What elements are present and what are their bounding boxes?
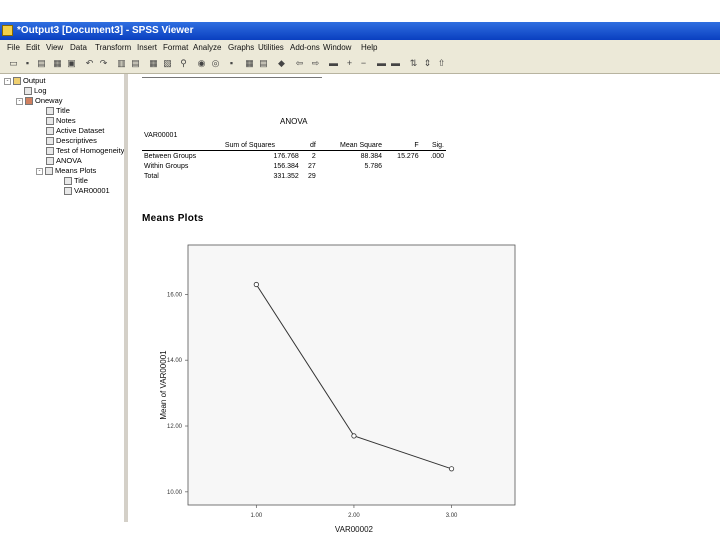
y-tick-label: 10.00 bbox=[166, 489, 182, 496]
outline-label: Descriptives bbox=[56, 136, 97, 145]
column-header: Sig. bbox=[421, 140, 446, 151]
show-icon[interactable]: − bbox=[360, 58, 367, 68]
promote-icon[interactable]: ⇦ bbox=[295, 58, 304, 68]
table-cell: 15.276 bbox=[397, 152, 419, 160]
insert-chart-icon[interactable]: ⇧ bbox=[437, 58, 446, 68]
table-cell: 5.786 bbox=[364, 162, 383, 170]
x-tick-label: 2.00 bbox=[348, 513, 360, 519]
folder-icon bbox=[45, 167, 53, 175]
menu-edit[interactable]: Edit bbox=[26, 43, 40, 52]
insert-icon[interactable]: ◉ bbox=[197, 58, 206, 68]
table-icon bbox=[46, 157, 54, 165]
y-tick-label: 12.00 bbox=[166, 424, 182, 431]
menu-add-ons[interactable]: Add-ons bbox=[290, 43, 320, 52]
outline-title[interactable] bbox=[46, 106, 70, 115]
menu-utilities[interactable]: Utilities bbox=[258, 43, 284, 52]
outline-homogeneity[interactable] bbox=[46, 146, 124, 155]
procedure-icon bbox=[25, 97, 33, 105]
means-plots-heading: Means Plots bbox=[142, 213, 204, 224]
outline-var00001-chart[interactable] bbox=[64, 186, 110, 195]
outline-anova[interactable] bbox=[46, 156, 82, 165]
insert-title-icon[interactable]: ⇅ bbox=[409, 58, 418, 68]
collapse-toggle-icon[interactable]: - bbox=[36, 168, 43, 175]
find-icon[interactable]: ⚲ bbox=[180, 58, 187, 68]
anova-title: ANOVA bbox=[280, 117, 308, 126]
outline-oneway[interactable] bbox=[16, 96, 63, 105]
menu-bar bbox=[0, 40, 720, 55]
print-icon[interactable]: ▤ bbox=[37, 58, 46, 68]
toolbar bbox=[0, 55, 720, 74]
collapse-toggle-icon[interactable]: - bbox=[16, 98, 23, 105]
menu-format[interactable]: Format bbox=[163, 43, 189, 52]
outline-label: Output bbox=[23, 76, 46, 85]
window-title: *Output3 [Document3] - SPSS Viewer bbox=[17, 25, 194, 36]
show-all-icon[interactable]: ▤ bbox=[259, 58, 268, 68]
x-axis-label: VAR00002 bbox=[334, 525, 373, 534]
y-tick-label: 14.00 bbox=[166, 358, 182, 365]
case-icon[interactable]: ▪ bbox=[229, 58, 234, 68]
column-header: Sum of Squares bbox=[223, 140, 301, 151]
table-cell: 88.384 bbox=[360, 152, 383, 160]
export-icon[interactable]: ▣ bbox=[67, 58, 76, 68]
insert-text-icon[interactable]: ⇕ bbox=[423, 58, 432, 68]
title-bar[interactable] bbox=[0, 22, 720, 40]
table-cell: 156.384 bbox=[273, 162, 299, 170]
outline-means-plots[interactable] bbox=[36, 166, 96, 175]
outline-log[interactable] bbox=[24, 86, 47, 95]
outline-label: Notes bbox=[56, 116, 76, 125]
table-cell: 176.768 bbox=[273, 152, 299, 160]
insert-heading-icon[interactable]: ▬ bbox=[391, 58, 400, 68]
spss-app-icon bbox=[2, 25, 13, 36]
menu-file[interactable]: File bbox=[7, 43, 20, 52]
variables-icon[interactable]: ▧ bbox=[163, 58, 172, 68]
goto-data-icon[interactable]: ▥ bbox=[117, 58, 126, 68]
menu-transform[interactable]: Transform bbox=[95, 43, 132, 52]
table-cell: 29 bbox=[307, 172, 316, 180]
open-icon[interactable]: ▭ bbox=[9, 58, 18, 68]
title-icon bbox=[46, 107, 54, 115]
outline-label: Active Dataset bbox=[56, 126, 105, 135]
expand-icon[interactable]: ▬ bbox=[329, 58, 338, 68]
outline-output[interactable] bbox=[4, 76, 46, 85]
log-icon bbox=[24, 87, 32, 95]
hide-icon[interactable]: ▬ bbox=[377, 58, 386, 68]
menu-insert[interactable]: Insert bbox=[137, 43, 158, 52]
outline-label: ANOVA bbox=[56, 156, 82, 165]
notes-icon bbox=[46, 117, 54, 125]
outline-label: Means Plots bbox=[55, 166, 97, 175]
outline-active-dataset[interactable] bbox=[46, 126, 104, 135]
print-preview-icon[interactable]: ▦ bbox=[53, 58, 62, 68]
output-icon bbox=[13, 77, 21, 85]
table-icon bbox=[46, 147, 54, 155]
table-cell: Between Groups bbox=[144, 152, 197, 160]
table-cell: Within Groups bbox=[144, 162, 189, 170]
menu-analyze[interactable]: Analyze bbox=[193, 43, 222, 52]
demote-icon[interactable]: ⇨ bbox=[311, 58, 320, 68]
table-cell: 331.352 bbox=[273, 172, 299, 180]
select-icon[interactable]: ▦ bbox=[245, 58, 254, 68]
column-header: Mean Square bbox=[318, 140, 384, 151]
collapse-toggle-icon[interactable]: - bbox=[4, 78, 11, 85]
outline-label: VAR00001 bbox=[74, 186, 110, 195]
table-cell: 2 bbox=[311, 152, 316, 160]
table-cell: .000 bbox=[430, 152, 444, 160]
means-plot-chart[interactable] bbox=[128, 74, 720, 534]
plot-frame bbox=[188, 245, 515, 505]
designate-icon[interactable]: ◆ bbox=[278, 58, 285, 68]
y-axis-label: Mean of VAR00001 bbox=[159, 350, 168, 420]
outline-label: Oneway bbox=[35, 96, 63, 105]
x-tick-label: 3.00 bbox=[445, 513, 458, 519]
outline-pane bbox=[0, 74, 125, 522]
chart-icon bbox=[64, 187, 72, 195]
menu-graphs[interactable]: Graphs bbox=[228, 43, 255, 52]
column-header: df bbox=[301, 140, 318, 151]
title-icon bbox=[64, 177, 72, 185]
anova-dependent-var: VAR00001 bbox=[144, 132, 178, 139]
y-tick-label: 16.00 bbox=[166, 292, 182, 299]
table-cell: Total bbox=[144, 172, 159, 180]
outline-notes[interactable] bbox=[46, 116, 76, 125]
output-content-pane bbox=[128, 74, 720, 534]
undo-icon[interactable]: ↶ bbox=[85, 58, 94, 68]
data-point bbox=[449, 467, 453, 471]
recall-dialog-icon[interactable]: ▤ bbox=[131, 58, 140, 68]
menu-help[interactable]: Help bbox=[361, 43, 378, 52]
split-icon[interactable]: ▦ bbox=[149, 58, 158, 68]
data-point bbox=[352, 434, 356, 438]
menu-view[interactable]: View bbox=[46, 43, 64, 52]
table-cell: 27 bbox=[307, 162, 316, 170]
collapse-icon[interactable]: + bbox=[346, 58, 353, 68]
menu-data[interactable]: Data bbox=[70, 43, 87, 52]
outline-descriptives[interactable] bbox=[46, 136, 97, 145]
outline-label: Title bbox=[56, 106, 70, 115]
menu-window[interactable]: Window bbox=[323, 43, 352, 52]
save-icon[interactable]: ▪ bbox=[25, 58, 30, 68]
spss-viewer-window bbox=[0, 22, 720, 534]
outline-label: Test of Homogeneity bbox=[56, 146, 125, 155]
redo-icon[interactable]: ↷ bbox=[99, 58, 108, 68]
x-tick-label: 1.00 bbox=[250, 513, 263, 519]
outline-label: Title bbox=[74, 176, 88, 185]
table-icon bbox=[46, 137, 54, 145]
stepper-icon[interactable]: ◎ bbox=[211, 58, 220, 68]
outline-label: Log bbox=[34, 86, 47, 95]
data-point bbox=[254, 282, 258, 286]
outline-plot-title[interactable] bbox=[64, 176, 88, 185]
column-header: F bbox=[384, 140, 421, 151]
table-icon bbox=[46, 127, 54, 135]
